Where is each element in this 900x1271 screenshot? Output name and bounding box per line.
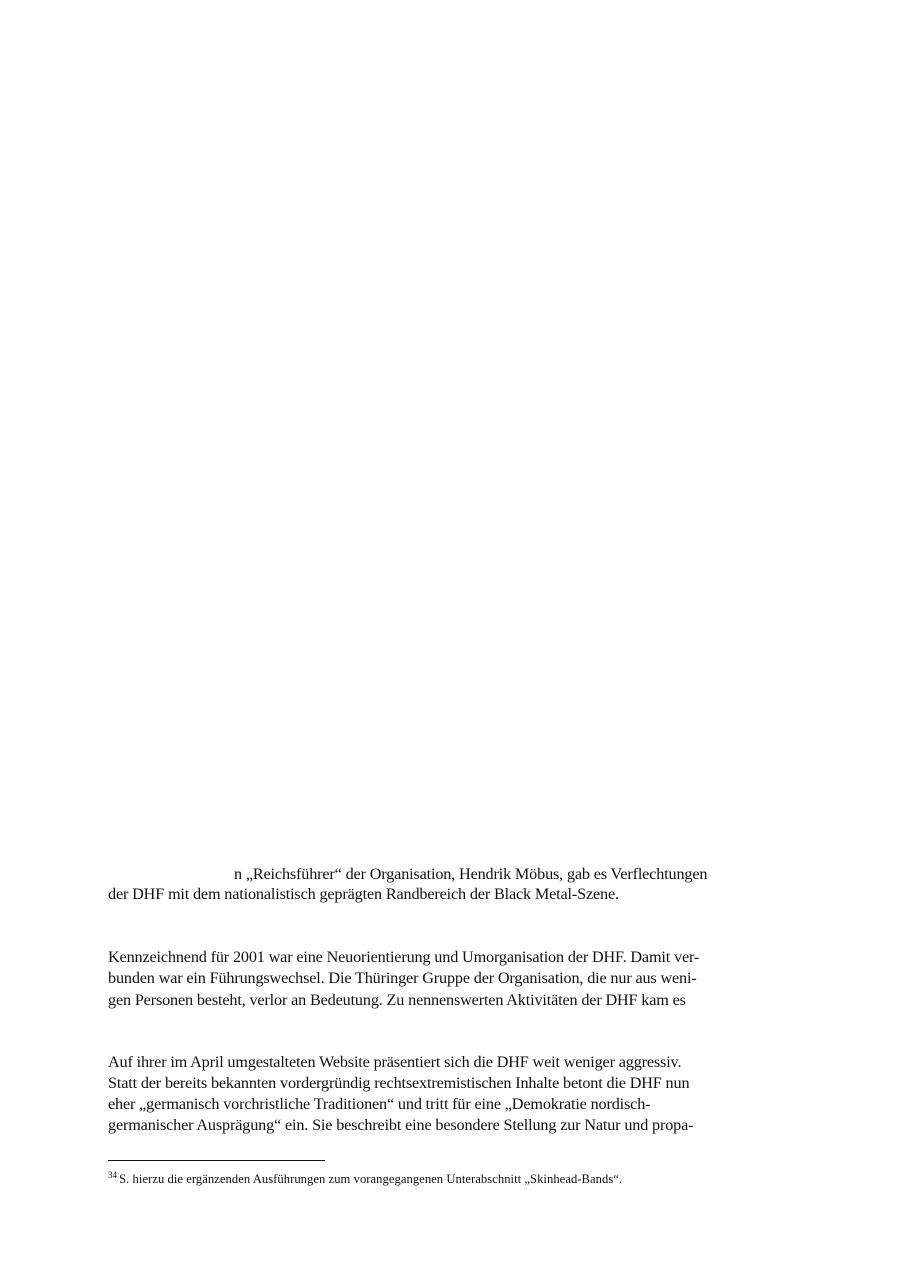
text-line: gen Personen besteht, verlor an Bedeutung. Zu nennenswerten Aktivitäten der DHF kam es bbox=[108, 991, 686, 1009]
footnote-number: 34 bbox=[108, 1170, 118, 1180]
text-line: Auf ihrer im April umgestalteten Website präsentiert sich die DHF weit weniger aggressiv. bbox=[108, 1053, 682, 1071]
footnote bbox=[108, 1166, 622, 1188]
text-line: Statt der bereits bekannten vordergründig rechtsextremistischen Inhalte betont die DHF nun bbox=[108, 1074, 690, 1092]
text-line: bunden war ein Führungswechsel. Die Thüringer Gruppe der Organisation, die nur aus weni- bbox=[108, 969, 697, 987]
text-line: germanischer Ausprägung“ ein. Sie beschreibt eine besondere Stellung zur Natur und propa- bbox=[108, 1116, 694, 1134]
text-line: Kennzeichnend für 2001 war eine Neuorientierung und Umorganisation der DHF. Damit ver- bbox=[108, 948, 700, 966]
footnote-separator bbox=[108, 1160, 325, 1161]
footnote-text: S. hierzu die ergänzenden Ausführungen zum vorangegangenen Unterabschnitt „Skinhead-Bands“. bbox=[119, 1172, 623, 1186]
text-line: n „Reichsführer“ der Organisation, Hendrik Möbus, gab es Verflechtungen bbox=[234, 865, 708, 883]
text-line: der DHF mit dem nationalistisch geprägten Randbereich der Black Metal-Szene. bbox=[108, 885, 619, 903]
text-line: eher „germanisch vorchristliche Traditionen“ und tritt für eine „Demokratie nordisch- bbox=[108, 1095, 651, 1113]
